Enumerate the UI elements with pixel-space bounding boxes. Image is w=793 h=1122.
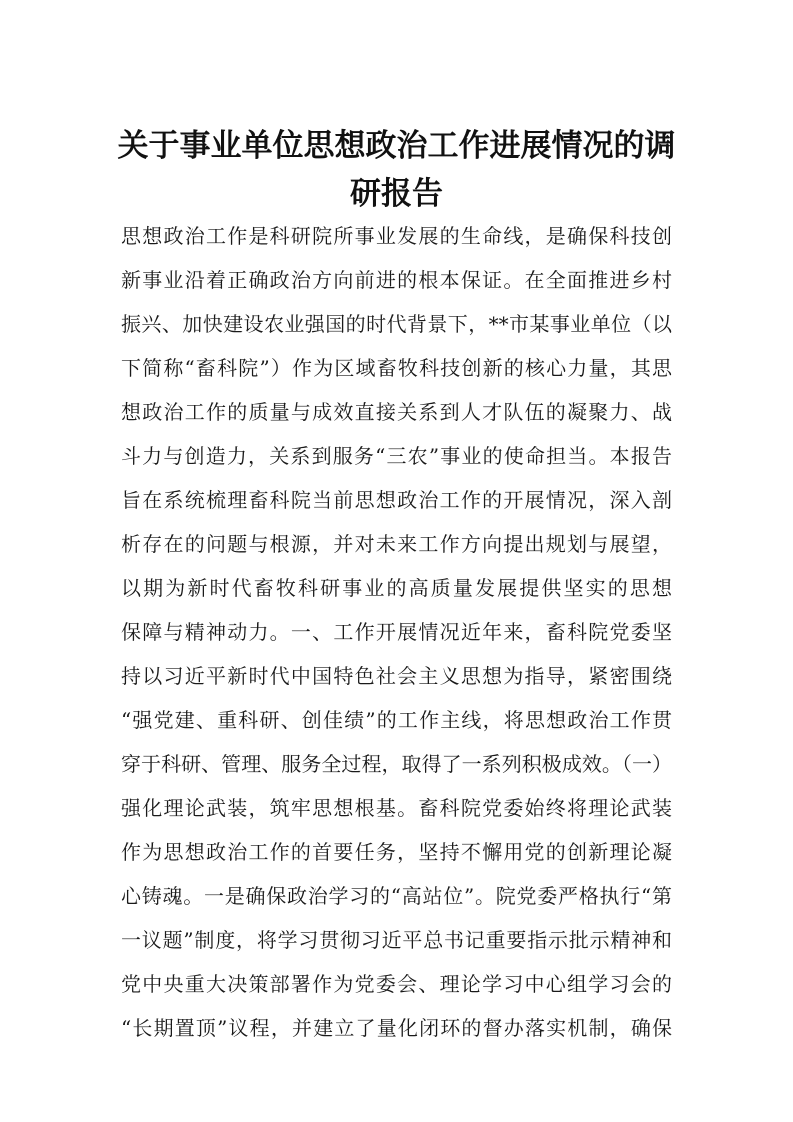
body-line: 以期为新时代畜牧科研事业的高质量发展提供坚实的思想 [121,576,672,600]
body-line: 下简称“畜科院”）作为区域畜牧科技创新的核心力量，其思 [121,356,672,380]
body-line: 新事业沿着正确政治方向前进的根本保证。在全面推进乡村 [121,268,672,292]
body-line: 持以习近平新时代中国特色社会主义思想为指导，紧密围绕 [121,664,672,688]
document-title-line-1: 关于事业单位思想政治工作进展情况的调 [117,128,676,164]
body-line: 想政治工作的质量与成效直接关系到人才队伍的凝聚力、战 [121,400,672,424]
body-line: 斗力与创造力，关系到服务“三农”事业的使命担当。本报告 [121,444,672,468]
body-line: 心铸魂。一是确保政治学习的“高站位”。院党委严格执行“第 [121,884,672,908]
body-line: 强化理论武装，筑牢思想根基。畜科院党委始终将理论武装 [121,796,672,820]
body-line: 作为思想政治工作的首要任务，坚持不懈用党的创新理论凝 [121,840,672,864]
body-line: 振兴、加快建设农业强国的时代背景下，**市某事业单位（以 [121,312,672,336]
body-line: 党中央重大决策部署作为党委会、理论学习中心组学习会的 [121,972,672,996]
body-line: “强党建、重科研、创佳绩”的工作主线，将思想政治工作贯 [121,708,672,732]
body-line: 保障与精神动力。一、工作开展情况近年来，畜科院党委坚 [121,620,672,644]
document-title-line-2: 研报告 [350,176,443,212]
body-line: 旨在系统梳理畜科院当前思想政治工作的开展情况，深入剖 [121,488,672,512]
body-line: 一议题”制度，将学习贯彻习近平总书记重要指示批示精神和 [121,928,672,952]
body-line: 思想政治工作是科研院所事业发展的生命线，是确保科技创 [121,224,672,248]
body-line: 析存在的问题与根源，并对未来工作方向提出规划与展望， [121,532,672,556]
body-line: “长期置顶”议程，并建立了量化闭环的督办落实机制，确保 [121,1016,672,1040]
body-line: 穿于科研、管理、服务全过程，取得了一系列积极成效。（一） [121,752,672,776]
